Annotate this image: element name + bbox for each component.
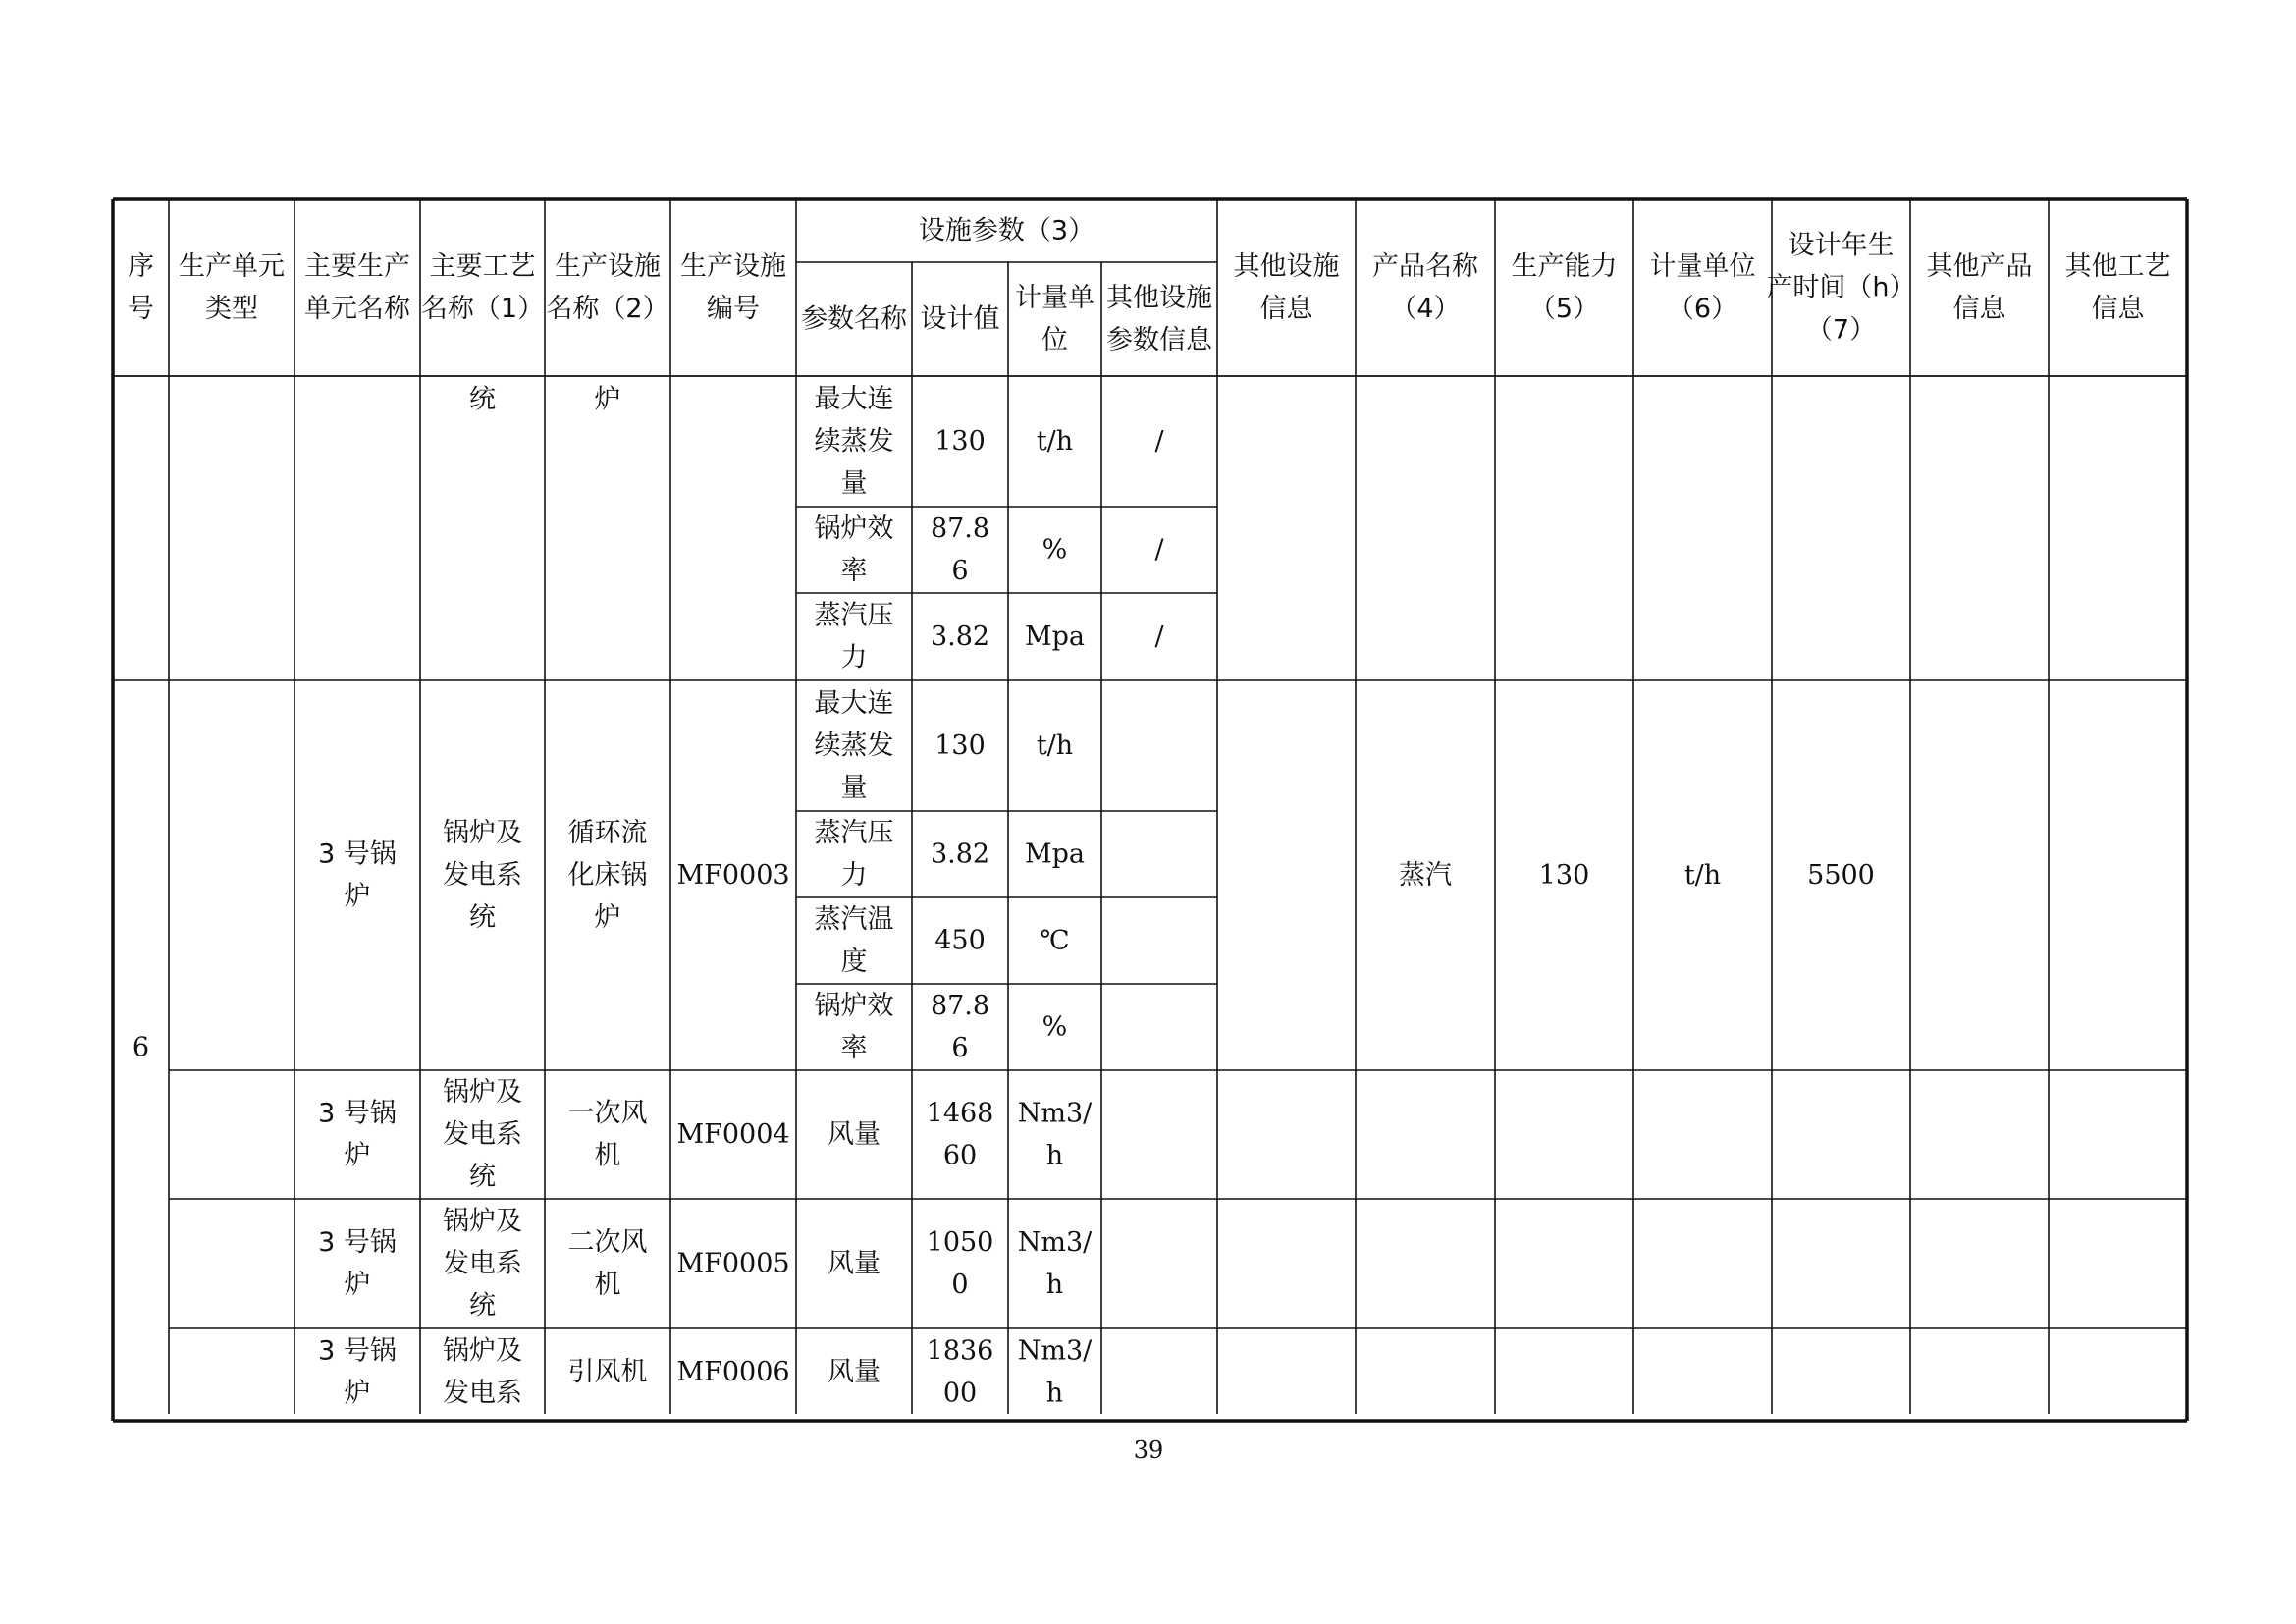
param-unit-cell: t/h	[1036, 426, 1074, 457]
param-unit-cell: Mpa	[1024, 839, 1086, 870]
header-main-unit-name: 主要生产单元名称	[304, 251, 410, 324]
param-unit-cell: Nm3/ h	[1017, 1098, 1093, 1171]
param-other-cell: /	[1154, 426, 1164, 457]
header-other-param: 其他设施参数信息	[1106, 283, 1212, 355]
param-value-cell: 1468 60	[926, 1098, 994, 1171]
param-value-cell: 87.8 6	[930, 514, 990, 586]
row-process: 锅炉及发电系统	[443, 818, 522, 933]
param-unit-cell: Mpa	[1024, 622, 1086, 652]
header-other-facility: 其他设施信息	[1233, 251, 1340, 324]
row-facility: 循环流化床锅炉	[567, 818, 648, 933]
param-value-cell: 1836 00	[926, 1335, 994, 1409]
param-unit-cell: ℃	[1040, 925, 1070, 956]
cont-facility-tail: 炉	[594, 384, 621, 415]
param-value-cell: 130	[934, 731, 986, 761]
param-name-cell: 风量	[828, 1119, 881, 1150]
page-number: 39	[1133, 1436, 1164, 1464]
row-facility: 一次风机	[567, 1098, 648, 1171]
header-other-product: 其他产品信息	[1926, 251, 2033, 324]
param-name-cell: 风量	[828, 1248, 881, 1279]
header-other-process: 其他工艺信息	[2064, 251, 2171, 324]
param-name-cell: 风量	[828, 1357, 881, 1387]
param-other-cell: /	[1154, 622, 1164, 652]
param-name-cell: 最大连续蒸发量	[814, 688, 894, 803]
param-value-cell: 3.82	[930, 839, 990, 870]
param-other-cell: /	[1154, 534, 1164, 566]
param-value-cell: 130	[934, 426, 986, 457]
param-value-cell: 450	[934, 925, 986, 956]
row-design-hours: 5500	[1807, 860, 1875, 891]
cont-process-tail: 统	[469, 384, 496, 415]
param-name-cell: 最大连续蒸发量	[814, 384, 894, 499]
param-value-cell: 3.82	[930, 622, 990, 652]
row-unit-name: 3 号锅炉	[318, 1335, 397, 1409]
header-design-value: 设计值	[920, 303, 1000, 335]
header-params-group: 设施参数（3）	[918, 215, 1095, 246]
row-facility: 二次风机	[567, 1227, 648, 1300]
param-name-cell: 蒸汽压力	[814, 818, 894, 891]
header-measure-unit: 计量单位	[1015, 283, 1095, 355]
param-unit-cell: %	[1041, 534, 1068, 566]
row-process: 锅炉及发电系统	[443, 1077, 522, 1192]
param-unit-cell: Nm3/ h	[1017, 1227, 1093, 1300]
param-unit-cell: %	[1041, 1011, 1068, 1043]
header-facility-name: 生产设施名称（2）	[546, 251, 669, 324]
header-seq: 序号	[128, 251, 154, 324]
header-product-name: 产品名称（4）	[1372, 251, 1478, 324]
group-seq: 6	[132, 1032, 150, 1063]
param-name-cell: 蒸汽温度	[814, 904, 894, 977]
header-facility-code: 生产设施编号	[680, 251, 786, 324]
row-unit-name: 3 号锅炉	[318, 1227, 397, 1300]
param-value-cell: 1050 0	[926, 1227, 994, 1300]
param-unit-cell: Nm3/ h	[1017, 1335, 1093, 1409]
row-capacity-unit: t/h	[1683, 860, 1722, 891]
header-process-name: 主要工艺名称（1）	[420, 251, 545, 324]
header-unit-type: 生产单元类型	[179, 251, 285, 324]
param-name-cell: 锅炉效率	[814, 514, 894, 586]
param-name-cell: 蒸汽压力	[814, 600, 894, 674]
header-param-name: 参数名称	[801, 303, 907, 335]
row-facility-code: MF0003	[676, 860, 790, 891]
row-facility-code: MF0004	[676, 1119, 790, 1150]
param-unit-cell: t/h	[1036, 731, 1074, 761]
row-product: 蒸汽	[1399, 860, 1452, 891]
param-value-cell: 87.8 6	[930, 991, 990, 1063]
table-text	[128, 216, 2171, 1409]
row-unit-name: 3 号锅炉	[318, 839, 397, 912]
row-facility-code: MF0005	[676, 1248, 790, 1279]
table-grid	[113, 199, 2187, 1421]
row-capacity: 130	[1538, 860, 1590, 891]
row-facility-code: MF0006	[676, 1357, 790, 1387]
row-facility: 引风机	[567, 1357, 648, 1387]
header-capacity: 生产能力（5）	[1511, 251, 1618, 324]
header-design-hours: 设计年生产时间（h）（7）	[1766, 230, 1916, 346]
row-process: 锅炉及发电系	[443, 1335, 522, 1409]
param-name-cell: 锅炉效率	[814, 991, 894, 1063]
header-capacity-unit: 计量单位（6）	[1649, 251, 1756, 324]
row-unit-name: 3 号锅炉	[318, 1098, 397, 1171]
row-process: 锅炉及发电系统	[443, 1206, 522, 1322]
